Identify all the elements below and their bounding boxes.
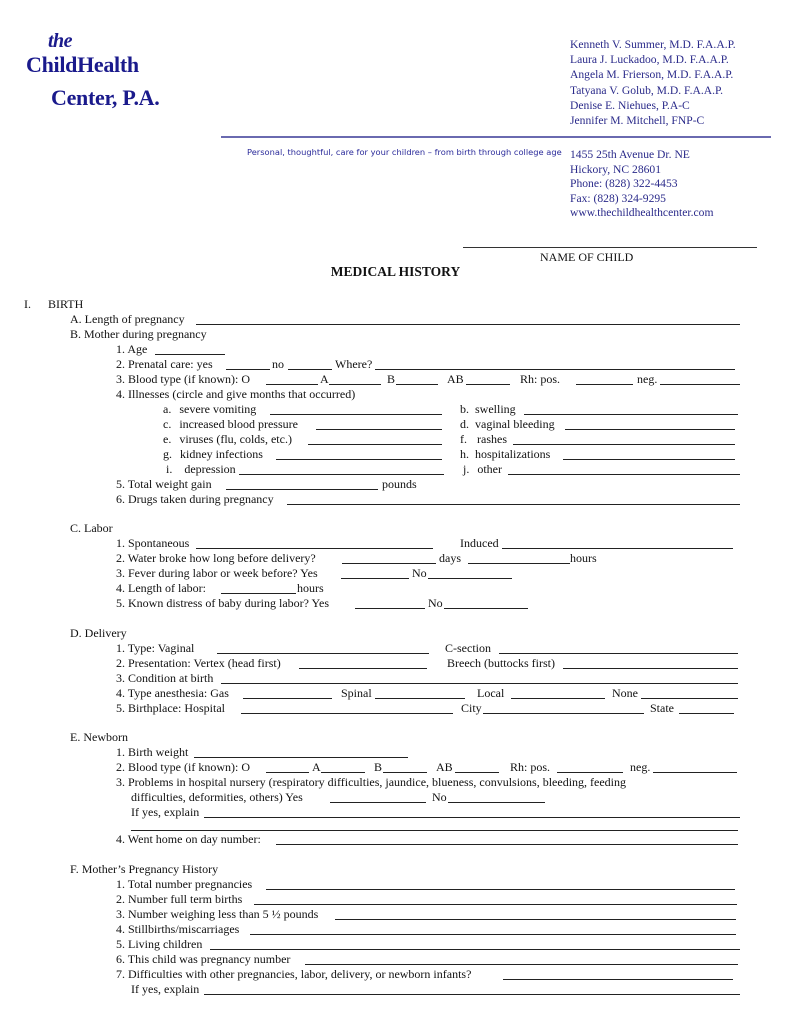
newborn-blood-a-label: A xyxy=(312,760,321,774)
illness-h-field[interactable] xyxy=(563,459,735,460)
nursery-explain-field-2[interactable] xyxy=(131,830,738,831)
drugs-field[interactable] xyxy=(287,504,740,505)
low-weight-births-field[interactable] xyxy=(335,919,736,920)
condition-at-birth-label: 3. Condition at birth xyxy=(116,671,214,685)
water-broke-days-field[interactable] xyxy=(342,563,436,564)
full-term-births-field[interactable] xyxy=(254,904,737,905)
newborn-blood-b-field[interactable] xyxy=(383,772,427,773)
newborn-section-label: E. Newborn xyxy=(70,730,128,744)
illness-j-field[interactable] xyxy=(508,474,740,475)
address-block xyxy=(570,148,713,221)
low-weight-births-label: 3. Number weighing less than 5 ½ pounds xyxy=(116,907,319,921)
address-city: Hickory, NC 28601 xyxy=(570,162,662,176)
mother-during-pregnancy-label: B. Mother during pregnancy xyxy=(70,327,207,341)
birthplace-state-label: State xyxy=(650,701,674,715)
newborn-blood-b-label: B xyxy=(374,760,383,774)
birthplace-state-field[interactable] xyxy=(679,713,734,714)
child-name-field[interactable] xyxy=(463,247,757,248)
went-home-label: 4. Went home on day number: xyxy=(116,832,261,846)
drugs-label: 6. Drugs taken during pregnancy xyxy=(116,492,274,506)
newborn-rh-pos-label: Rh: pos. xyxy=(510,760,551,774)
presentation-vertex-label: 2. Presentation: Vertex (head first) xyxy=(116,656,281,670)
staff-member: Kenneth V. Summer, M.D. F.A.A.P. xyxy=(570,38,736,51)
illness-c: c. increased blood pressure xyxy=(163,417,298,431)
newborn-blood-o-field[interactable] xyxy=(266,772,309,773)
illness-j: j. other xyxy=(463,462,502,476)
mother-blood-b-label: B xyxy=(387,372,396,386)
anesthesia-gas-label: 4. Type anesthesia: Gas xyxy=(116,686,229,700)
birthplace-hospital-field[interactable] xyxy=(241,713,453,714)
birth-weight-label: 1. Birth weight xyxy=(116,745,189,759)
induced-label: Induced xyxy=(460,536,499,550)
labor-length-unit: hours xyxy=(297,581,324,595)
newborn-blood-a-field[interactable] xyxy=(321,772,365,773)
stillbirths-field[interactable] xyxy=(250,934,736,935)
spontaneous-field[interactable] xyxy=(196,548,433,549)
presentation-vertex-field[interactable] xyxy=(299,668,427,669)
logo-childhealth: ChildHealth xyxy=(26,52,139,77)
nursery-problems-label: 3. Problems in hospital nursery (respiratory difficulties, jaundice, blueness, convulsions, bleeding, feeding xyxy=(116,775,627,789)
water-broke-label: 2. Water broke how long before delivery? xyxy=(116,551,316,565)
delivery-vaginal-label: 1. Type: Vaginal xyxy=(116,641,195,655)
length-of-pregnancy-label: A. Length of pregnancy xyxy=(70,312,185,326)
logo-center-pa: Center, P.A. xyxy=(51,85,160,110)
presentation-breech-field[interactable] xyxy=(563,668,738,669)
section-label: BIRTH xyxy=(48,297,84,311)
other-difficulties-label: 7. Difficulties with other pregnancies, labor, delivery, or newborn infants? xyxy=(116,967,472,981)
illness-i: i. depression xyxy=(166,462,236,476)
mother-age-label: 1. Age xyxy=(116,342,148,356)
birthplace-city-field[interactable] xyxy=(483,713,644,714)
mother-blood-ab-label: AB xyxy=(447,372,464,386)
delivery-csection-label: C-section xyxy=(445,641,491,655)
anesthesia-gas-field[interactable] xyxy=(243,698,332,699)
illness-a-field[interactable] xyxy=(270,414,442,415)
labor-length-field[interactable] xyxy=(221,593,296,594)
fever-yes-label: 3. Fever during labor or week before? Yes xyxy=(116,566,318,580)
nursery-problems-yes-label: difficulties, deformities, others) Yes xyxy=(131,790,303,804)
address-phone: Phone: (828) 322-4453 xyxy=(570,177,678,191)
birthplace-hospital-label: 5. Birthplace: Hospital xyxy=(116,701,225,715)
total-pregnancies-label: 1. Total number pregnancies xyxy=(116,877,253,891)
illness-g-field[interactable] xyxy=(276,459,442,460)
mother-blood-a-field[interactable] xyxy=(329,384,381,385)
staff-member: Angela M. Frierson, M.D. F.A.A.P. xyxy=(570,68,734,82)
page-title: MEDICAL HISTORY xyxy=(330,264,461,279)
mother-age-field[interactable] xyxy=(155,354,225,355)
staff-member: Jennifer M. Mitchell, FNP-C xyxy=(570,114,705,128)
illness-f-field[interactable] xyxy=(513,444,735,445)
header-divider xyxy=(221,136,771,138)
length-of-pregnancy-field[interactable] xyxy=(196,324,740,325)
prenatal-yes-label: 2. Prenatal care: yes xyxy=(116,357,213,371)
stillbirths-label: 4. Stillbirths/miscarriages xyxy=(116,922,240,936)
distress-yes-label: 5. Known distress of baby during labor? Yes xyxy=(116,596,329,610)
other-difficulties-field[interactable] xyxy=(503,979,733,980)
water-broke-hours-unit: hours xyxy=(570,551,597,565)
distress-yes-field[interactable] xyxy=(355,608,425,609)
mother-rh-pos-label: Rh: pos. xyxy=(520,372,561,386)
spontaneous-label: 1. Spontaneous xyxy=(116,536,190,550)
induced-field[interactable] xyxy=(502,548,733,549)
illness-e: e. viruses (flu, colds, etc.) xyxy=(163,432,292,446)
distress-no-field[interactable] xyxy=(444,608,528,609)
birth-weight-field[interactable] xyxy=(194,757,408,758)
delivery-csection-field[interactable] xyxy=(499,653,738,654)
staff-member: Laura J. Luckadoo, M.D. F.A.A.P. xyxy=(570,53,729,67)
water-broke-days-unit: days xyxy=(439,551,461,565)
illness-b: b. swelling xyxy=(460,402,516,416)
logo-the: the xyxy=(48,30,73,52)
prenatal-where-field[interactable] xyxy=(375,369,735,370)
fever-no-field[interactable] xyxy=(428,578,512,579)
pregnancy-number-label: 6. This child was pregnancy number xyxy=(116,952,291,966)
child-name-label: NAME OF CHILD xyxy=(540,250,634,264)
illness-i-field[interactable] xyxy=(239,474,444,475)
pregnancy-history-section-label: F. Mother’s Pregnancy History xyxy=(70,862,219,876)
living-children-field[interactable] xyxy=(210,949,740,950)
staff-list xyxy=(570,37,736,128)
mother-rh-neg-field[interactable] xyxy=(660,384,740,385)
mother-blood-a-label: A xyxy=(320,372,329,386)
delivery-vaginal-field[interactable] xyxy=(217,653,429,654)
mother-blood-ab-field[interactable] xyxy=(466,384,510,385)
labor-section-label: C. Labor xyxy=(70,521,113,535)
weight-gain-field[interactable] xyxy=(226,489,378,490)
mother-blood-b-field[interactable] xyxy=(396,384,438,385)
illness-a: a. severe vomiting xyxy=(163,402,257,416)
labor-length-label: 4. Length of labor: xyxy=(116,581,206,595)
section-number: I. xyxy=(24,297,31,311)
newborn-blood-ab-label: AB xyxy=(436,760,453,774)
illness-d: d. vaginal bleeding xyxy=(460,417,555,431)
fever-no-label: No xyxy=(412,566,427,580)
address-street: 1455 25th Avenue Dr. NE xyxy=(570,148,690,161)
nursery-problems-no-label: No xyxy=(432,790,447,804)
illness-d-field[interactable] xyxy=(565,429,735,430)
illness-b-field[interactable] xyxy=(524,414,738,415)
weight-gain-label: 5. Total weight gain xyxy=(116,477,212,491)
mother-blood-o-label: 3. Blood type (if known): O xyxy=(116,372,250,386)
illness-h: h. hospitalizations xyxy=(460,447,551,461)
staff-member: Denise E. Niehues, P.A-C xyxy=(570,98,690,112)
birthplace-city-label: City xyxy=(461,701,482,715)
prenatal-no-field[interactable] xyxy=(288,369,332,370)
mother-blood-o-field[interactable] xyxy=(266,384,318,385)
tagline: Personal, thoughtful, care for your children – from birth through college age xyxy=(247,147,562,157)
illnesses-label: 4. Illnesses (circle and give months that occurred) xyxy=(116,387,356,401)
nursery-explain-field[interactable] xyxy=(204,817,740,818)
illness-g: g. kidney infections xyxy=(163,447,263,461)
illness-c-field[interactable] xyxy=(316,429,442,430)
anesthesia-local-field[interactable] xyxy=(511,698,605,699)
newborn-blood-ab-field[interactable] xyxy=(455,772,499,773)
pregnancy-number-field[interactable] xyxy=(305,964,738,965)
newborn-rh-pos-field[interactable] xyxy=(557,772,623,773)
living-children-label: 5. Living children xyxy=(116,937,203,951)
prenatal-yes-field[interactable] xyxy=(226,369,270,370)
nursery-explain-label: If yes, explain xyxy=(131,805,200,819)
full-term-births-label: 2. Number full term births xyxy=(116,892,243,906)
newborn-rh-neg-label: neg. xyxy=(630,760,651,774)
newborn-blood-o-label: 2. Blood type (if known): O xyxy=(116,760,250,774)
weight-gain-unit: pounds xyxy=(382,477,417,491)
distress-no-label: No xyxy=(428,596,443,610)
total-pregnancies-field[interactable] xyxy=(266,889,735,890)
anesthesia-local-label: Local xyxy=(477,686,505,700)
went-home-field[interactable] xyxy=(276,844,738,845)
newborn-rh-neg-field[interactable] xyxy=(653,772,737,773)
anesthesia-none-label: None xyxy=(612,686,638,700)
mother-rh-neg-label: neg. xyxy=(637,372,658,386)
address-fax: Fax: (828) 324-9295 xyxy=(570,191,666,205)
illness-f: f. rashes xyxy=(460,432,507,446)
water-broke-hours-field[interactable] xyxy=(468,563,570,564)
nursery-problems-yes-field[interactable] xyxy=(330,802,426,803)
nursery-problems-no-field[interactable] xyxy=(448,802,545,803)
section-birth xyxy=(24,297,83,311)
delivery-section-label: D. Delivery xyxy=(70,626,127,640)
illness-e-field[interactable] xyxy=(308,444,442,445)
difficulties-explain-label: If yes, explain xyxy=(131,982,200,996)
anesthesia-none-field[interactable] xyxy=(641,698,738,699)
anesthesia-spinal-field[interactable] xyxy=(375,698,465,699)
anesthesia-spinal-label: Spinal xyxy=(341,686,372,700)
condition-at-birth-field[interactable] xyxy=(221,683,738,684)
prenatal-where-label: Where? xyxy=(335,357,373,371)
fever-yes-field[interactable] xyxy=(341,578,409,579)
mother-rh-pos-field[interactable] xyxy=(576,384,633,385)
prenatal-no-label: no xyxy=(272,357,284,371)
staff-member: Tatyana V. Golub, M.D. F.A.A.P. xyxy=(570,83,724,97)
difficulties-explain-field[interactable] xyxy=(204,994,740,995)
presentation-breech-label: Breech (buttocks first) xyxy=(447,656,555,670)
address-website[interactable]: www.thechildhealthcenter.com xyxy=(570,206,714,220)
